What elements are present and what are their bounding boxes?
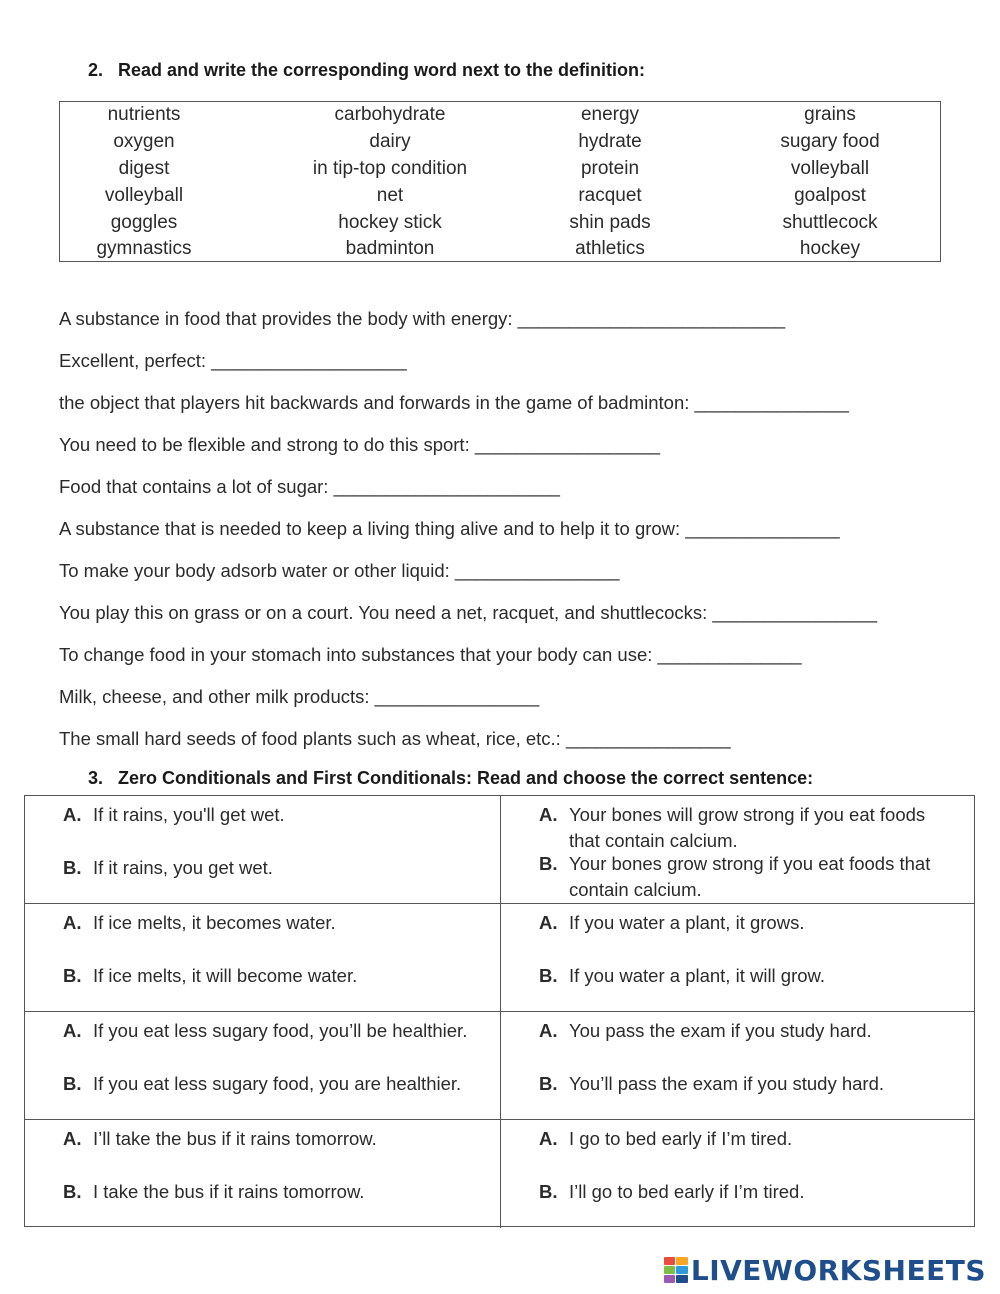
option-a[interactable] [63, 1126, 482, 1152]
option-letter: B. [63, 965, 82, 986]
option-sentence: You’ll pass the exam if you study hard. [569, 1073, 885, 1094]
option-sentence: You pass the exam if you study hard. [569, 1020, 872, 1041]
definition-item: Food that contains a lot of sugar: ______________________ [59, 476, 560, 497]
definition-item: You need to be flexible and strong to do this sport: __________________ [59, 434, 661, 455]
word-bank-row [60, 102, 940, 129]
conditionals-table [24, 795, 975, 1227]
option-letter: B. [539, 1181, 558, 1202]
logo-square [664, 1275, 676, 1283]
option-letter: A. [63, 912, 82, 933]
option-b[interactable] [63, 1071, 482, 1097]
option-letter: A. [539, 912, 558, 933]
option-letter: B. [63, 1073, 82, 1094]
word-bank [59, 101, 941, 262]
word-bank-word: net [376, 184, 404, 206]
conditionals-cell [500, 1120, 974, 1228]
word-bank-word: goggles [110, 211, 178, 233]
option-sentence: If ice melts, it becomes water. [93, 912, 336, 933]
option-sentence: Your bones grow strong if you eat foods that contain calcium. [569, 853, 931, 900]
logo-square [676, 1275, 688, 1283]
word-bank-word: nutrients [107, 104, 181, 126]
word-bank-word: volleyball [790, 157, 870, 179]
option-b[interactable] [63, 855, 482, 881]
option-b[interactable] [539, 963, 956, 989]
option-b[interactable] [63, 963, 482, 989]
word-bank-word: shin pads [569, 211, 651, 233]
conditionals-cell [500, 904, 974, 1011]
option-sentence: If you eat less sugary food, you’ll be healthier. [93, 1020, 468, 1041]
word-bank-row [60, 209, 940, 236]
word-bank-row [60, 236, 940, 263]
conditionals-row [25, 904, 974, 1012]
option-letter: A. [63, 804, 82, 825]
conditionals-cell [25, 1012, 500, 1119]
definition-item: To change food in your stomach into substances that your body can use: ______________ [59, 644, 802, 665]
definition-item: The small hard seeds of food plants such as wheat, rice, etc.: ________________ [59, 728, 731, 749]
section-3-number: 3. [88, 768, 104, 788]
word-bank-row [60, 182, 940, 209]
conditionals-cell [25, 796, 500, 903]
option-letter: B. [539, 853, 558, 874]
option-b[interactable] [539, 1071, 956, 1097]
definition-item: You play this on grass or on a court. You need a net, racquet, and shuttlecocks: ________________ [59, 602, 878, 623]
word-bank-word: digest [118, 157, 170, 179]
option-a[interactable] [539, 1126, 956, 1152]
word-bank-word: sugary food [780, 131, 880, 153]
option-sentence: Your bones will grow strong if you eat foods that contain calcium. [569, 804, 926, 851]
option-letter: A. [539, 1020, 558, 1041]
logo-square [664, 1266, 676, 1274]
option-b[interactable] [539, 1179, 956, 1205]
option-letter: B. [539, 1073, 558, 1094]
logo-square [676, 1257, 688, 1265]
section-2-title: Read and write the corresponding word next to the definition: [118, 60, 646, 80]
word-bank-word: athletics [575, 238, 645, 260]
option-b[interactable] [539, 851, 956, 903]
word-bank-row [60, 156, 940, 183]
option-a[interactable] [539, 802, 956, 854]
option-letter: A. [539, 804, 558, 825]
word-bank-word: shuttlecock [782, 211, 878, 233]
definition-item: Milk, cheese, and other milk products: ________________ [59, 686, 540, 707]
word-bank-word: carbohydrate [334, 104, 446, 126]
conditionals-row [25, 796, 974, 904]
option-sentence: I’ll go to bed early if I’m tired. [569, 1181, 805, 1202]
definition-item: the object that players hit backwards and forwards in the game of badminton: _______________ [59, 392, 849, 413]
word-bank-word: energy [580, 104, 640, 126]
brand-footer [664, 1253, 986, 1287]
word-bank-word: dairy [369, 131, 411, 153]
option-a[interactable] [539, 1018, 956, 1044]
conditionals-cell [500, 1012, 974, 1119]
option-sentence: I’ll take the bus if it rains tomorrow. [93, 1128, 377, 1149]
conditionals-row [25, 1012, 974, 1120]
word-bank-table [60, 102, 940, 263]
word-bank-word: in tip-top condition [312, 157, 468, 179]
word-bank-word: goalpost [794, 184, 866, 206]
conditionals-cell [25, 904, 500, 1011]
section-3-title: Zero Conditionals and First Conditionals: Read and choose the correct sentence: [118, 768, 814, 788]
section-3-heading [88, 768, 813, 789]
word-bank-word: gymnastics [96, 238, 192, 260]
word-bank-word: protein [580, 157, 640, 179]
brand-text: LIVEWORKSHEETS [690, 1253, 986, 1287]
option-sentence: If you water a plant, it will grow. [569, 965, 826, 986]
option-letter: A. [63, 1128, 82, 1149]
word-bank-word: hydrate [578, 131, 642, 153]
option-sentence: If it rains, you'll get wet. [93, 804, 285, 825]
word-bank-word: volleyball [104, 184, 184, 206]
option-letter: A. [63, 1020, 82, 1041]
word-bank-word: hockey [799, 238, 861, 260]
option-sentence: If ice melts, it will become water. [93, 965, 358, 986]
liveworksheets-logo-icon [664, 1257, 688, 1283]
option-sentence: I take the bus if it rains tomorrow. [93, 1181, 365, 1202]
option-sentence: If you eat less sugary food, you are healthier. [93, 1073, 462, 1094]
option-letter: B. [539, 965, 558, 986]
option-letter: B. [63, 1181, 82, 1202]
word-bank-word: hockey stick [338, 211, 442, 233]
section-2-number: 2. [88, 60, 104, 80]
option-letter: A. [539, 1128, 558, 1149]
option-a[interactable] [63, 1018, 482, 1044]
definition-item: Excellent, perfect: ___________________ [59, 350, 407, 371]
option-a[interactable] [63, 802, 482, 828]
logo-square [664, 1257, 676, 1265]
definition-item: To make your body adsorb water or other liquid: ________________ [59, 560, 620, 581]
option-sentence: I go to bed early if I’m tired. [569, 1128, 793, 1149]
word-bank-word: oxygen [113, 131, 175, 153]
word-bank-word: badminton [345, 238, 435, 260]
word-bank-row [60, 129, 940, 156]
option-sentence: If you water a plant, it grows. [569, 912, 805, 933]
definition-item: A substance that is needed to keep a living thing alive and to help it to grow: _______________ [59, 518, 840, 539]
word-bank-word: grains [804, 104, 856, 126]
conditionals-cell [25, 1120, 500, 1228]
definition-list [59, 306, 959, 768]
option-letter: B. [63, 857, 82, 878]
section-2-heading [88, 60, 645, 81]
logo-square [676, 1266, 688, 1274]
option-a[interactable] [63, 910, 482, 936]
option-sentence: If it rains, you get wet. [93, 857, 273, 878]
conditionals-cell [500, 796, 974, 903]
word-bank-word: racquet [578, 184, 642, 206]
conditionals-row [25, 1120, 974, 1228]
option-b[interactable] [63, 1179, 482, 1205]
option-a[interactable] [539, 910, 956, 936]
definition-item: A substance in food that provides the body with energy: __________________________ [59, 308, 786, 329]
